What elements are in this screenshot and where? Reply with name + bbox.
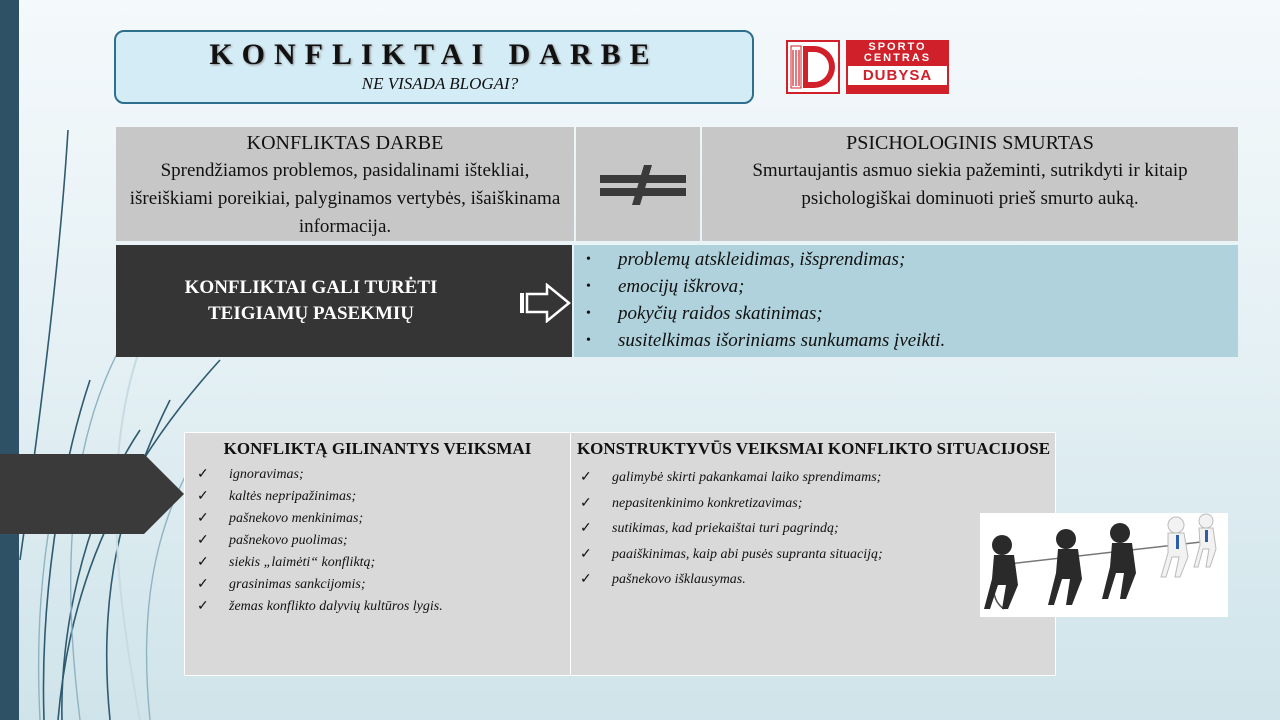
title-box (114, 30, 754, 104)
comparison-left-title: KONFLIKTAS DARBE (246, 132, 444, 154)
comparison-right-text: Smurtaujantis asmuo siekia pažeminti, sutrikdyti ir kitaip psichologiškai dominuoti prieš smurto auką. (752, 160, 1188, 209)
comparison-left-text: Sprendžiamos problemos, pasidalinami ištekliai, išreiškiami poreikiai, palyginamos vertybės, išaiškinama informacija. (129, 160, 561, 237)
chevron-shape (0, 454, 184, 534)
positive-consequences-label: KONFLIKTAI GALI TURĖTI TEIGIAMŲ PASEKMIŲ (184, 277, 438, 324)
list-item (185, 530, 570, 552)
constructive-title: KONSTRUKTYVŪS VEIKSMAI KONFLIKTO SITUACIJOSE (576, 439, 1051, 458)
list-item (185, 508, 570, 530)
list-item-text: susitelkimas išoriniams sunkumams įveikti. (618, 330, 946, 351)
list-item-text: problemų atskleidimas, išsprendimas; (618, 249, 906, 270)
list-item-text: pokyčių raidos skatinimas; (618, 303, 823, 324)
list-item (572, 465, 1055, 491)
right-arrow-icon (519, 283, 571, 323)
comparison-right-cell (702, 127, 1238, 241)
bullet-icon: • (586, 252, 591, 267)
deepening-column (185, 433, 571, 675)
bullet-icon: • (586, 333, 591, 348)
list-item (580, 246, 1238, 273)
not-equal-icon (600, 165, 686, 205)
list-item-text: paaiškinimas, kaip abi pusės supranta situaciją; (612, 546, 883, 562)
list-item (185, 486, 570, 508)
list-item-text: galimybė skirti pakankamai laiko sprendimams; (612, 470, 882, 485)
check-icon: ✓ (197, 555, 209, 570)
logo-d-mark (786, 40, 840, 94)
list-item-text: kaltės nepripažinimas; (229, 489, 357, 504)
check-icon: ✓ (197, 577, 209, 592)
check-icon: ✓ (580, 495, 592, 511)
comparison-symbol-cell (576, 127, 700, 241)
list-item-text: grasinimas sankcijomis; (229, 577, 366, 592)
list-item (185, 464, 570, 486)
check-icon: ✓ (580, 546, 592, 562)
logo-line-sporto: SPORTO (868, 41, 927, 53)
check-icon: ✓ (580, 521, 592, 536)
list-item-text: sutikimas, kad priekaištai turi pagrindą; (612, 521, 839, 536)
list-item-text: emocijų iškrova; (618, 276, 745, 297)
list-item-text: žemas konflikto dalyvių kultūros lygis. (229, 599, 443, 614)
comparison-left-cell (116, 127, 574, 241)
check-icon: ✓ (197, 467, 209, 482)
list-item (580, 327, 1238, 354)
list-item-text: siekis „laimėti“ konfliktą; (229, 555, 376, 570)
list-item-text: pašnekovo menkinimas; (229, 511, 364, 526)
logo-line-dubysa: DUBYSA (848, 66, 947, 85)
check-icon: ✓ (197, 489, 209, 504)
logo-d-icon (788, 42, 838, 92)
list-item (185, 552, 570, 574)
bullet-icon: • (586, 279, 591, 294)
deepening-title: KONFLIKTĄ GILINANTYS VEIKSMAI (223, 439, 532, 458)
list-item-text: nepasitenkinimo konkretizavimas; (612, 495, 803, 511)
positive-list (574, 245, 1238, 357)
logo-text-block (846, 40, 949, 94)
page-title: KONFLIKTAI DARBE (209, 38, 659, 71)
check-icon: ✓ (197, 511, 209, 526)
positive-consequences-box (116, 245, 572, 357)
check-icon: ✓ (197, 599, 209, 614)
logo-line-centras: CENTRAS (863, 52, 932, 64)
sporto-centras-logo (786, 40, 949, 94)
list-item (185, 574, 570, 596)
list-item (185, 596, 570, 618)
actions-table (184, 432, 1056, 676)
list-item-text: pašnekovo išklausymas. (612, 572, 746, 587)
check-icon: ✓ (197, 533, 209, 548)
check-icon: ✓ (580, 572, 592, 587)
left-accent-bar (0, 0, 19, 720)
list-item (580, 273, 1238, 300)
list-item-text: ignoravimas; (229, 467, 304, 482)
check-icon: ✓ (580, 470, 592, 485)
page-subtitle: NE VISADA BLOGAI? (361, 74, 519, 93)
bullet-icon: • (586, 306, 591, 321)
tug-of-war-icon (980, 513, 1228, 617)
list-item-text: pašnekovo puolimas; (229, 533, 348, 548)
tug-of-war-illustration (980, 513, 1228, 617)
comparison-right-title: PSICHOLOGINIS SMURTAS (846, 132, 1094, 154)
list-item (580, 300, 1238, 327)
comparison-table (116, 127, 1238, 241)
